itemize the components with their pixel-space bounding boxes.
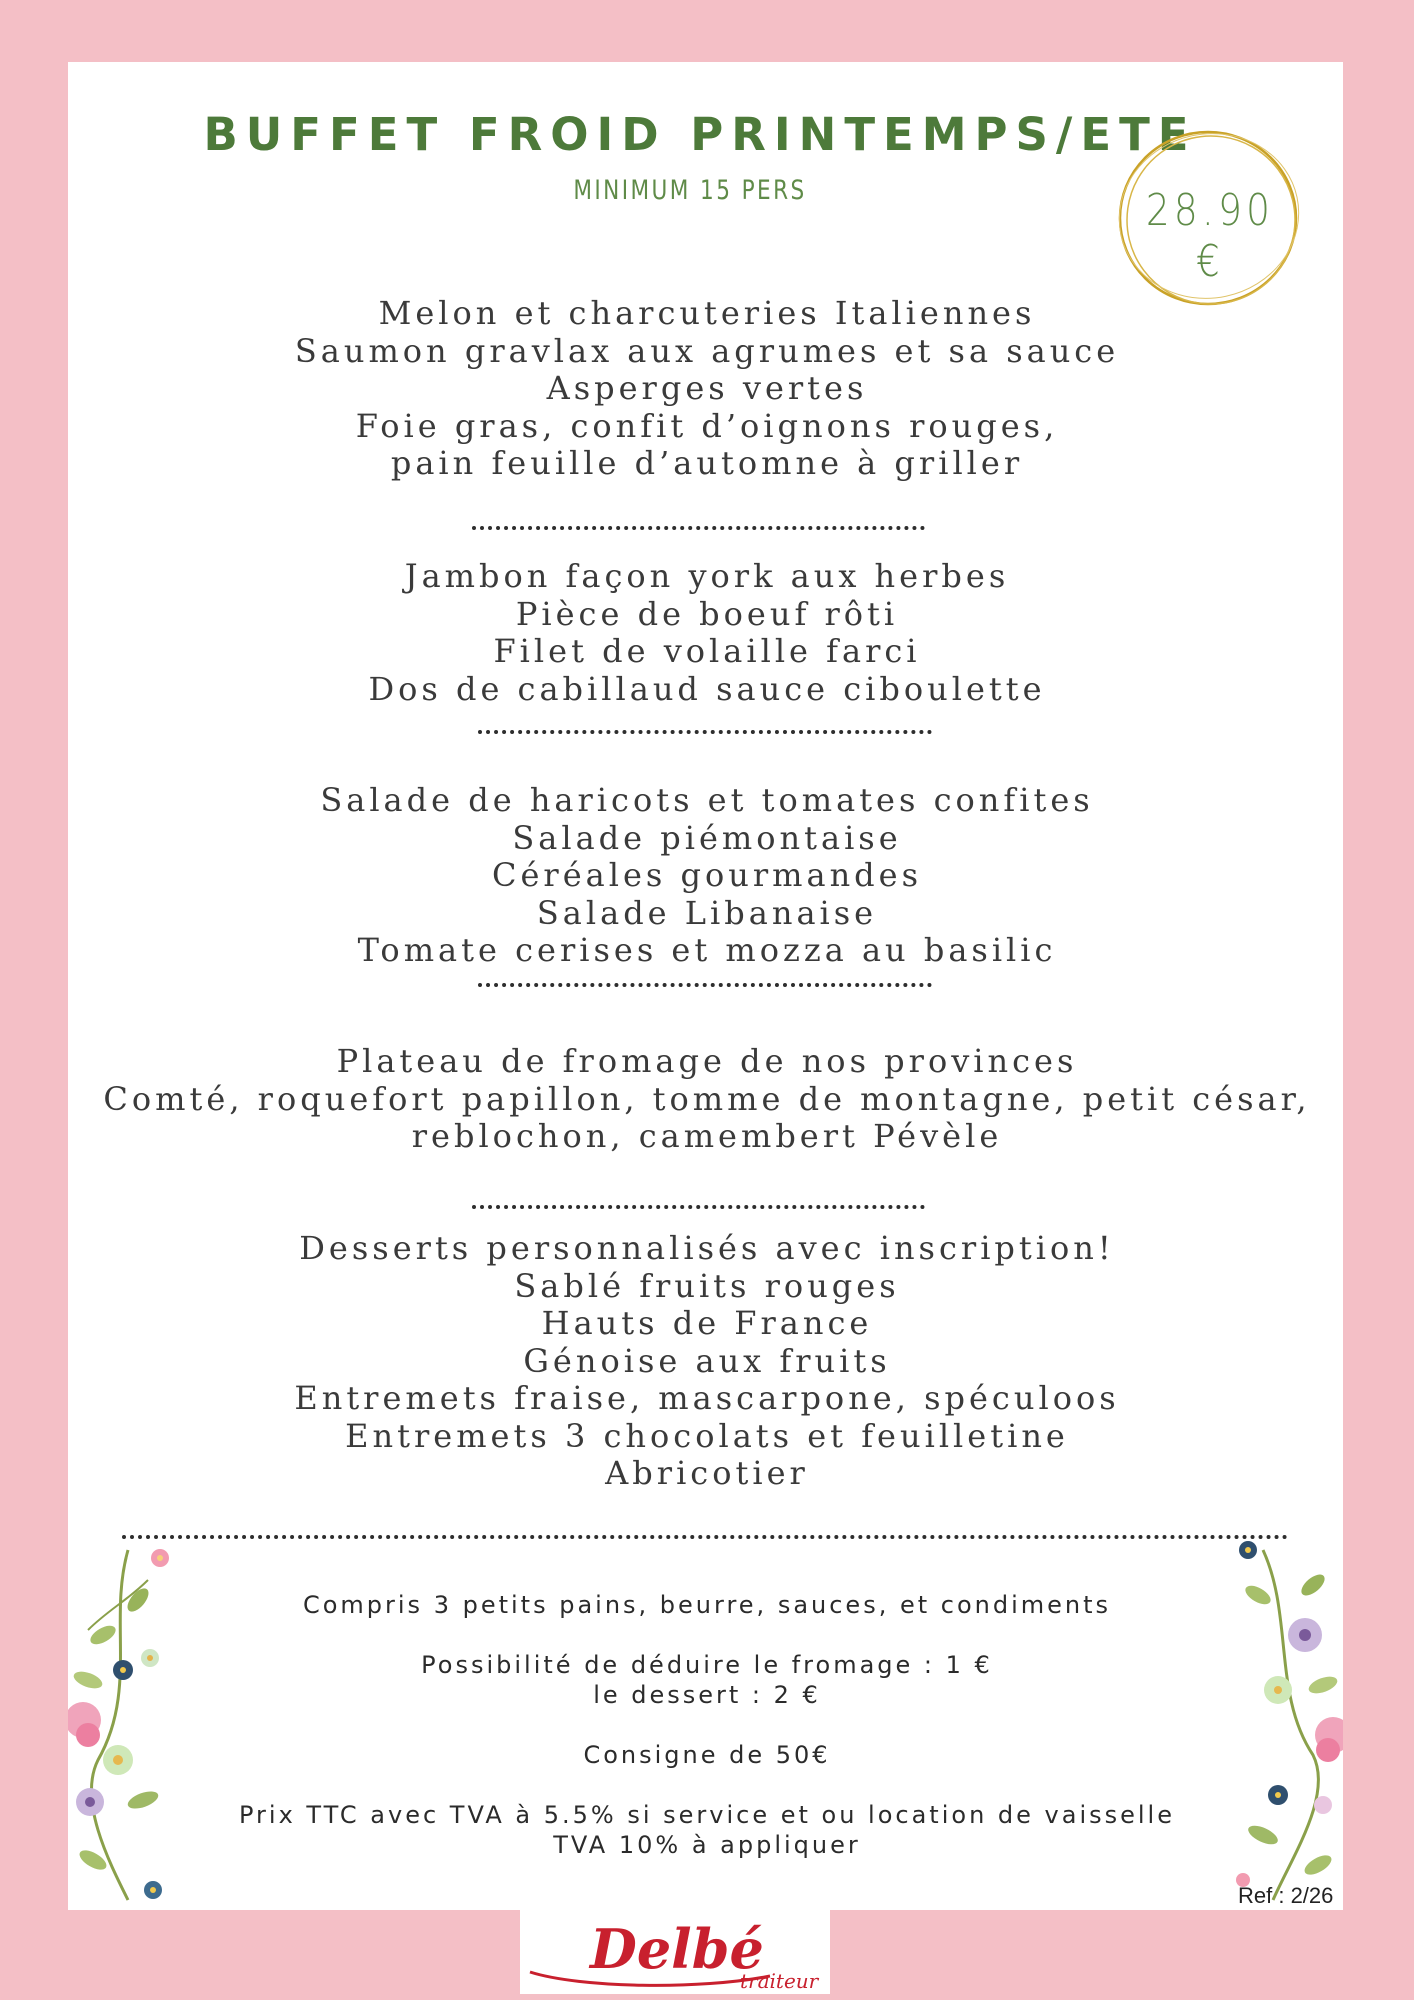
menu-item: Filet de volaille farci bbox=[493, 632, 921, 670]
menu-section-mains bbox=[0, 558, 1414, 708]
menu-item: Salade de haricots et tomates confites bbox=[320, 781, 1094, 819]
brand-logo bbox=[520, 1910, 830, 1994]
dotted-divider bbox=[472, 1205, 925, 1209]
menu-section-desserts bbox=[0, 1230, 1414, 1493]
footer-vat-1: Prix TTC avec TVA à 5.5% si service et ou location de vaisselle bbox=[239, 1801, 1175, 1829]
menu-item: reblochon, camembert Pévèle bbox=[411, 1117, 1003, 1155]
reference-number: Ref : 2/26 bbox=[1238, 1883, 1334, 1908]
menu-item: Salade piémontaise bbox=[512, 818, 902, 857]
logo-text: Delbé bbox=[590, 1917, 764, 1981]
dotted-divider bbox=[472, 526, 925, 530]
price-badge bbox=[1110, 125, 1310, 315]
menu-item: Saumon gravlax aux agrumes et sa sauce bbox=[294, 331, 1120, 370]
menu-section-cheese bbox=[0, 1043, 1414, 1156]
dotted-divider bbox=[478, 983, 932, 987]
menu-item: Tomate cerises et mozza au basilic bbox=[357, 931, 1057, 969]
dotted-divider bbox=[478, 730, 932, 734]
menu-item: Entremets 3 chocolats et feuilletine bbox=[345, 1416, 1069, 1455]
menu-item: Génoise aux fruits bbox=[523, 1341, 891, 1380]
dotted-divider bbox=[122, 1535, 1288, 1539]
menu-item: Melon et charcuteries Italiennes bbox=[378, 294, 1036, 332]
menu-item: Dos de cabillaud sauce ciboulette bbox=[368, 669, 1046, 708]
menu-item: Pièce de boeuf rôti bbox=[515, 594, 899, 633]
footer-deduct-cheese: Possibilité de déduire le fromage : 1 € bbox=[421, 1651, 993, 1679]
menu-item: Foie gras, confit d’oignons rouges, bbox=[355, 406, 1059, 445]
price-value: 28.90 € bbox=[1145, 185, 1275, 287]
menu-section-starters bbox=[0, 295, 1414, 483]
menu-item: Plateau de fromage de nos provinces bbox=[336, 1042, 1078, 1080]
menu-item: Comté, roquefort papillon, tomme de montagne, petit césar, bbox=[103, 1079, 1311, 1118]
footer-vat-2: TVA 10% à appliquer bbox=[553, 1831, 861, 1859]
menu-item: Abricotier bbox=[605, 1454, 809, 1492]
menu-item: Asperges vertes bbox=[546, 369, 868, 407]
footer-deduct-dessert: le dessert : 2 € bbox=[593, 1681, 821, 1709]
menu-item: Entremets fraise, mascarpone, spéculoos bbox=[294, 1379, 1120, 1417]
menu-subtitle: MINIMUM 15 PERS bbox=[573, 175, 807, 206]
flower-decoration-right-icon bbox=[1233, 1535, 1343, 1910]
menu-item: Jambon façon york aux herbes bbox=[404, 557, 1010, 595]
menu-item: pain feuille d’automne à griller bbox=[390, 444, 1024, 482]
menu-item: Hauts de France bbox=[541, 1304, 873, 1342]
menu-item: Céréales gourmandes bbox=[491, 856, 923, 894]
menu-item: Desserts personnalisés avec inscription! bbox=[299, 1229, 1115, 1267]
menu-section-salads bbox=[0, 782, 1414, 970]
flower-decoration-left-icon bbox=[68, 1540, 178, 1910]
footer-info bbox=[0, 1590, 1414, 1860]
menu-item: Salade Libanaise bbox=[536, 893, 878, 932]
logo-subtext: traiteur bbox=[740, 1969, 819, 1993]
menu-title: BUFFET FROID PRINTEMPS/ETE bbox=[203, 108, 1197, 161]
footer-deposit: Consigne de 50€ bbox=[583, 1741, 831, 1769]
menu-item: Sablé fruits rouges bbox=[514, 1266, 900, 1305]
footer-included: Compris 3 petits pains, beurre, sauces, et condiments bbox=[302, 1591, 1112, 1619]
delbe-logo-icon bbox=[520, 1910, 830, 1994]
